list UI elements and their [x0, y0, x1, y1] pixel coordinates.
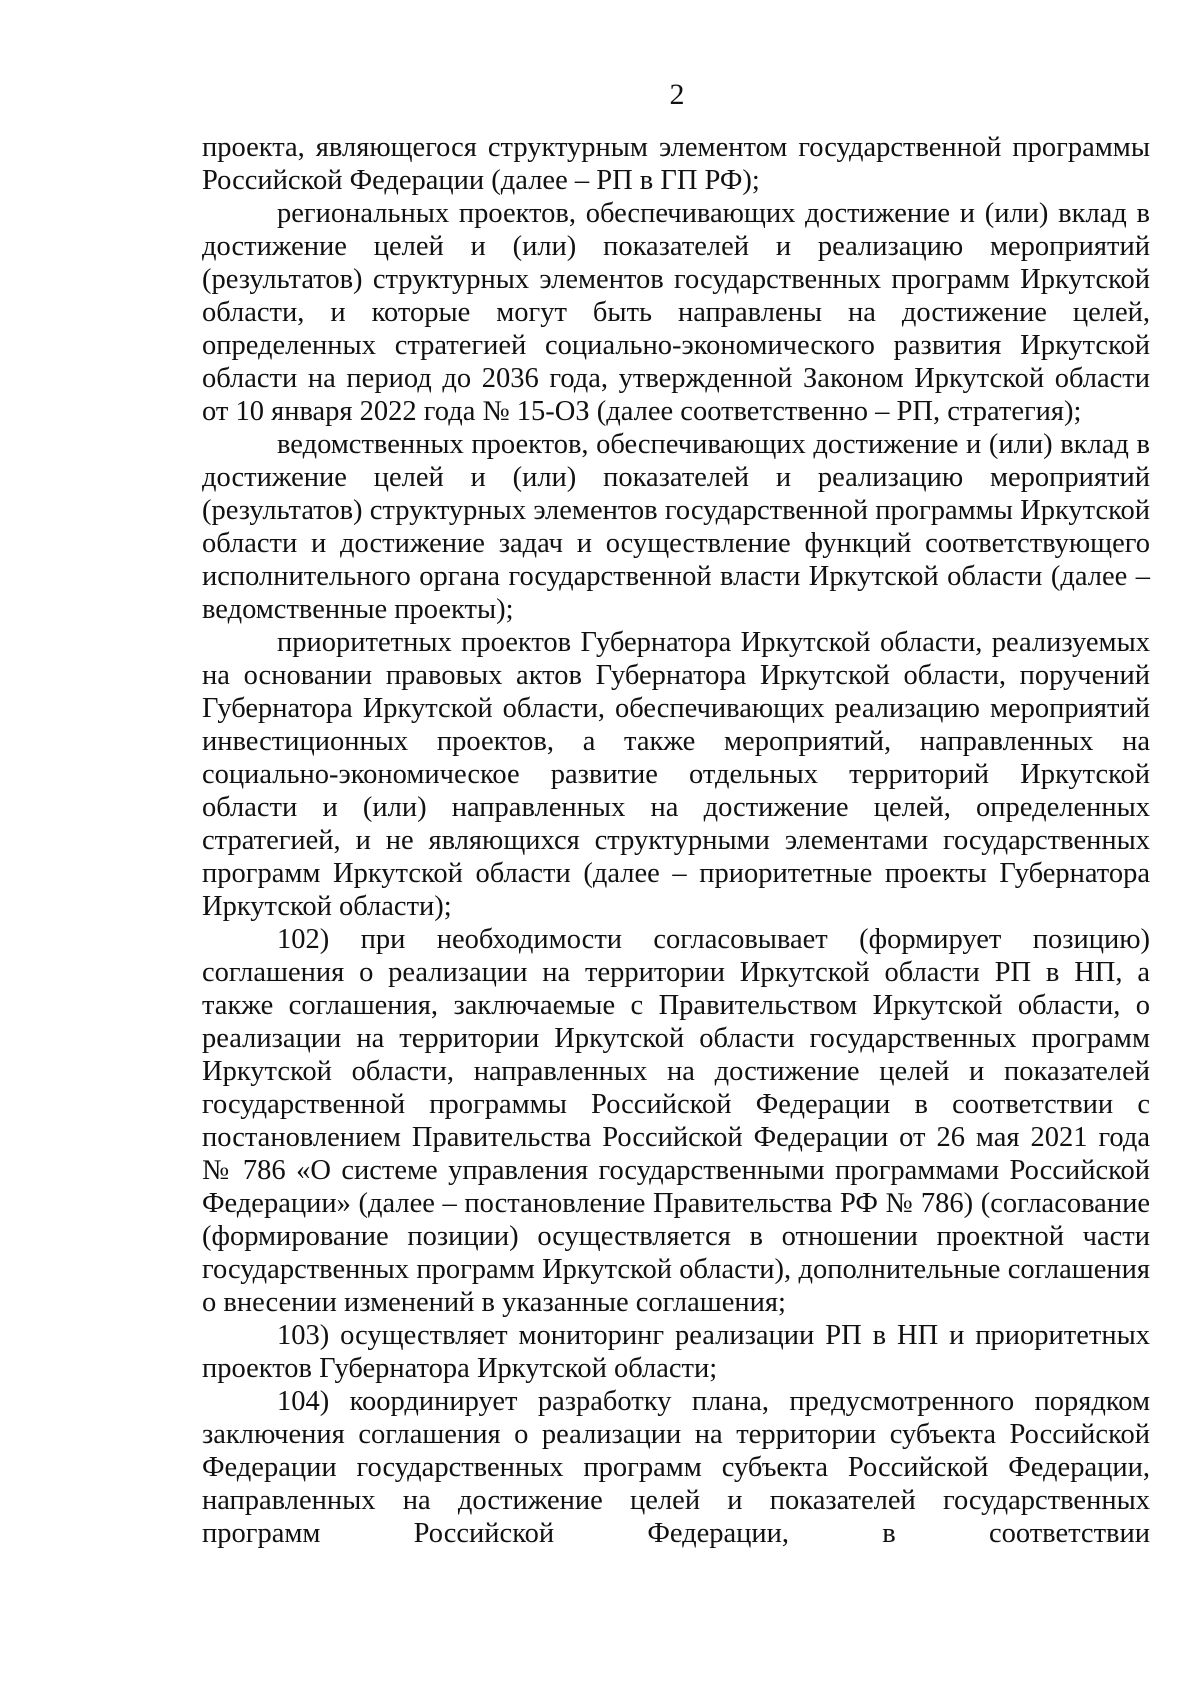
- paragraph-item-103: 103) осуществляет мониторинг реализации РП в НП и приоритетных проектов Губернатора Иркутской области;: [202, 1320, 1150, 1384]
- paragraph-priority-projects: приоритетных проектов Губернатора Иркутской области, реализуемых на основании правовых актов Губернатора Иркутской области, поручений Губернатора Иркутской области, обеспечивающих реализацию мероприятий инвестиционных проектов, а также мероприятий, направленных на социально-экономическое развитие отдельных территорий Иркутской области и (или) направленных на достижение целей, определенных стратегией, и не являющихся структурными элементами государственных программ Иркутской области (далее – приоритетные проекты Губернатора Иркутской области);: [202, 627, 1150, 922]
- paragraph-continuation: проекта, являющегося структурным элементом государственной программы Российской Федерации (далее – РП в ГП РФ);: [202, 132, 1150, 196]
- paragraph-departmental-projects: ведомственных проектов, обеспечивающих достижение и (или) вклад в достижение целей и (или) показателей и реализацию мероприятий (результатов) структурных элементов государственной программы Иркутской области и достижение задач и осуществление функций соответствующего исполнительного органа государственной власти Иркутской области (далее – ведомственные проекты);: [202, 429, 1150, 625]
- paragraph-item-102: 102) при необходимости согласовывает (формирует позицию) соглашения о реализации на территории Иркутской области РП в НП, а также соглашения, заключаемые с Правительством Иркутской области, о реализации на территории Иркутской области государственных программ Иркутской области, направленных на достижение целей и показателей государственной программы Российской Федерации в соответствии с постановлением Правительства Российской Федерации от 26 мая 2021 года № 786 «О системе управления государственными программами Российской Федерации» (далее – постановление Правительства РФ № 786) (согласование (формирование позиции) осуществляется в отношении проектной части государственных программ Иркутской области), дополнительные соглашения о внесении изменений в указанные соглашения;: [202, 924, 1150, 1318]
- page-number: 2: [669, 78, 685, 111]
- paragraph-regional-projects: региональных проектов, обеспечивающих достижение и (или) вклад в достижение целей и (или) показателей и реализацию мероприятий (результатов) структурных элементов государственных программ Иркутской области, и которые могут быть направлены на достижение целей, определенных стратегией социально-экономического развития Иркутской области на период до 2036 года, утвержденной Законом Иркутской области от 10 января 2022 года № 15-ОЗ (далее соответственно – РП, стратегия);: [202, 198, 1150, 427]
- paragraph-item-104: 104) координирует разработку плана, предусмотренного порядком заключения соглашения о реализации на территории субъекта Российской Федерации государственных программ субъекта Российской Федерации, направленных на достижение целей и показателей государственных программ Российской Федерации, в соответствии: [202, 1386, 1150, 1549]
- document-body: [202, 131, 1150, 1550]
